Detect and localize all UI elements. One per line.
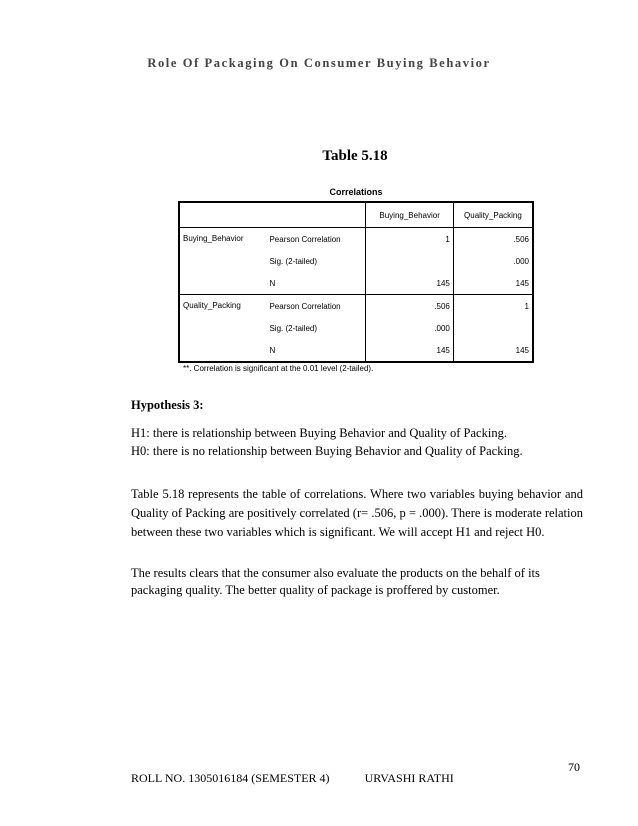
stat-label: N (266, 339, 365, 362)
column-header: Buying_Behavior (366, 202, 453, 228)
running-header: Role Of Packaging On Consumer Buying Behavior (147, 56, 491, 70)
table-cell: 145 (366, 272, 453, 295)
hypothesis-heading: Hypothesis 3: (131, 398, 204, 412)
stat-label: Sig. (2-tailed) (266, 250, 365, 272)
footer-author-name: URVASHI RATHI (364, 771, 454, 785)
table-caption: Table 5.18 (322, 148, 388, 164)
table-cell: .000 (453, 250, 533, 272)
correlations-table (178, 201, 534, 363)
page-number: 70 (568, 760, 580, 774)
table-cell: .000 (366, 317, 453, 339)
table-cell: 145 (366, 339, 453, 362)
table-cell: 145 (453, 339, 533, 362)
table-cell: 1 (366, 228, 453, 251)
table-cell: .506 (366, 295, 453, 318)
hypothesis-h1: H1: there is relationship between Buying Behavior and Quality of Packing. (131, 426, 507, 440)
table-cell (366, 250, 453, 272)
table-header-row (179, 202, 533, 228)
table-row (179, 228, 533, 251)
paragraph-conclusion: The results clears that the consumer also evaluate the products on the behalf of its packaging quality. The better quality of package is proffered by customer. (131, 566, 540, 597)
stat-label: Pearson Correlation (266, 228, 365, 251)
header-empty-cell (179, 202, 266, 228)
column-header: Quality_Packing (453, 202, 533, 228)
page-footer (131, 771, 454, 786)
table-cell: .506 (453, 228, 533, 251)
table-cell (453, 317, 533, 339)
hypothesis-h0: H0: there is no relationship between Buying Behavior and Quality of Packing. (131, 444, 523, 458)
table-cell: 145 (453, 272, 533, 295)
header-empty-cell (266, 202, 365, 228)
table-footnote: **. Correlation is significant at the 0.01 level (2-tailed). (183, 364, 374, 373)
table-cell: 1 (453, 295, 533, 318)
correlations-title: Correlations (329, 187, 383, 197)
stat-label: Pearson Correlation (266, 295, 365, 318)
paragraph-interpretation: Table 5.18 represents the table of correlations. Where two variables buying behavior and Quality of Packing are positively correlated (r= .506, p = .000). There is moderate relation between these two variables which is significant. We will accept H1 and reject H0. (131, 487, 583, 539)
stat-label: Sig. (2-tailed) (266, 317, 365, 339)
row-variable-label: Buying_Behavior (179, 228, 266, 295)
footer-roll-number: ROLL NO. 1305016184 (SEMESTER 4) (131, 771, 330, 785)
table-row (179, 295, 533, 318)
row-variable-label: Quality_Packing (179, 295, 266, 363)
stat-label: N (266, 272, 365, 295)
